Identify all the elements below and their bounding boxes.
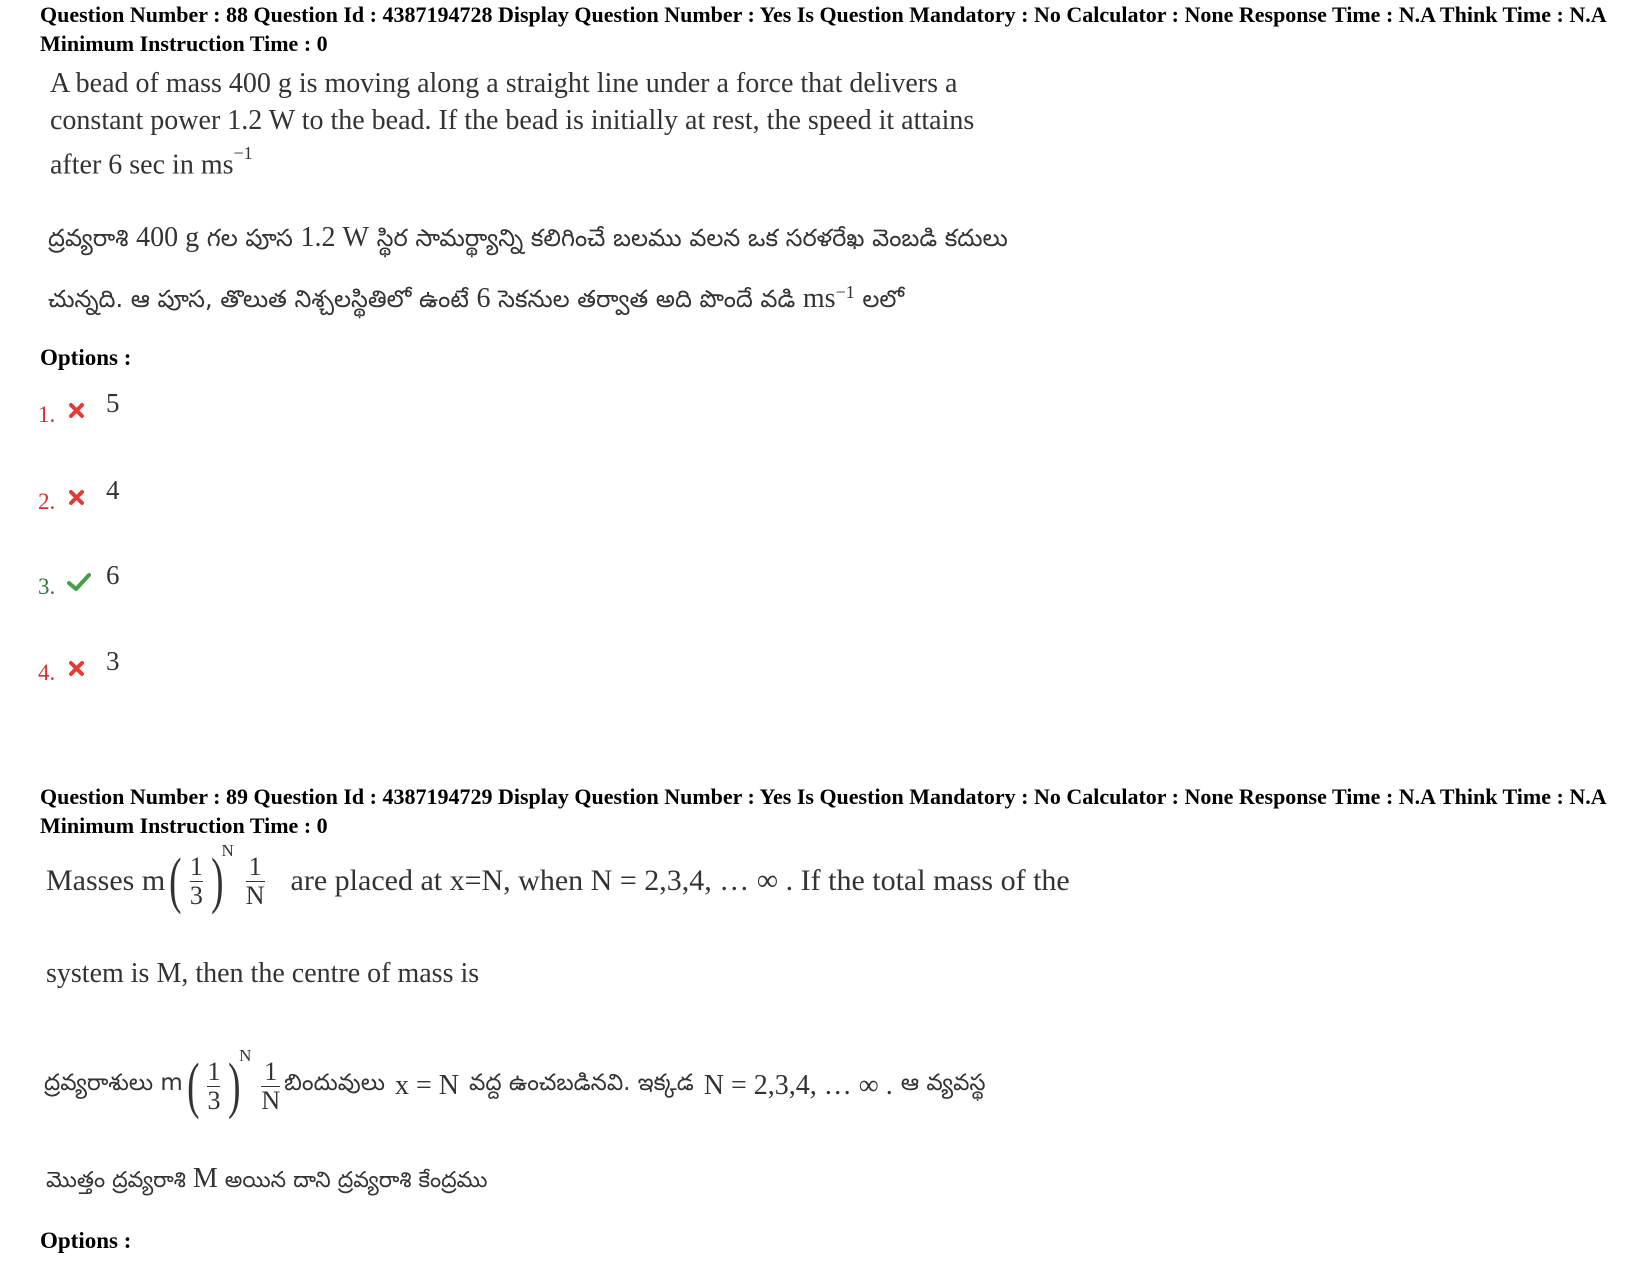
q88-option-1-number: 1. xyxy=(38,402,56,427)
q88-te-2b: 6 xyxy=(476,283,491,314)
q89-stem-line-1: Masses m ( $\frac{1}{3}$ ) N $\frac{1}{N}$ are placed at x=N, when N = 2,3,4, … ∞ . If the total mass of the xyxy=(46,841,1070,915)
q89-te-mid: బిందువులు xyxy=(284,1070,385,1096)
q88-te-1b: 400 g xyxy=(136,222,200,253)
q89-en-prefix: Masses m xyxy=(46,864,166,897)
q89-fraction-2: $\frac{1}{N}$ xyxy=(245,851,265,910)
q89-telugu-line-1: ద్రవ్యరాశులు m ( $\frac{1}{3}$ ) N $\frac{1}{N}$ బిందువులు x = N వద్ద ఉంచబడినవి. ఇక్కడ N = 2,3,4, … ∞ . ఆ వ్యవస్థ xyxy=(44,1046,986,1120)
q88-stem-sup: −1 xyxy=(233,143,253,163)
check-icon xyxy=(67,572,91,592)
q88-stem-line-3-text: after 6 sec in ms xyxy=(50,149,234,181)
q89-te-range: N = 2,3,4, … ∞ . xyxy=(703,1070,893,1101)
cross-icon xyxy=(67,658,87,678)
q88-option-2-value: 4 xyxy=(106,475,120,505)
q89-options-label: Options : xyxy=(40,1228,132,1253)
q88-option-3-number: 3. xyxy=(38,574,56,599)
q88-option-4-value: 3 xyxy=(106,646,120,676)
q88-stem-line-2: constant power 1.2 W to the bead. If the bead is initially at rest, the speed it attains xyxy=(50,105,975,136)
q88-te-1d: 1.2 W xyxy=(300,222,369,253)
question-88-meta: Question Number : 88 Question Id : 4387194728 Display Question Number : Yes Is Question Mandatory : No Calculator : None Response Time : N.A Think Time : N.A Minimum Instruction Time : 0 xyxy=(40,2,1606,56)
q88-option-3-value: 6 xyxy=(106,560,120,590)
cross-icon xyxy=(67,400,87,420)
q89-te-2c: అయిన దాని ద్రవ్యరాశి కేంద్రము xyxy=(224,1168,488,1193)
q89-stem-line-2: system is M, then the centre of mass is xyxy=(46,958,480,989)
q89-te-prefix: ద్రవ్యరాశులు m xyxy=(44,1070,183,1096)
q89-te-fraction-2: $\frac{1}{N}$ xyxy=(261,1056,281,1115)
q88-stem-line-1: A bead of mass 400 g is moving along a straight line under a force that delivers a xyxy=(50,68,958,99)
q88-stem-line-3 xyxy=(50,139,253,183)
q88-te-2-sup: −1 xyxy=(835,282,855,302)
q88-option-4-number: 4. xyxy=(38,660,56,685)
q89-en-suffix: are placed at x=N, when N = 2,3,4, … ∞ . If the total mass of the xyxy=(290,864,1070,897)
q89-telugu-line-2 xyxy=(46,1163,488,1198)
question-89-meta: Question Number : 89 Question Id : 4387194729 Display Question Number : Yes Is Question Mandatory : No Calculator : None Response Time : N.A Think Time : N.A Minimum Instruction Time : 0 xyxy=(40,784,1606,838)
q88-te-2e: లలో xyxy=(862,285,905,313)
q88-te-1c: గల పూస xyxy=(206,224,293,252)
q89-te-2a: మొత్తం ద్రవ్యరాశి xyxy=(46,1168,186,1193)
q88-option-2-number: 2. xyxy=(38,489,56,514)
q89-te-end: ఆ వ్యవస్థ xyxy=(900,1070,986,1096)
q88-te-2a: చున్నది. ఆ పూస, తొలుత నిశ్చలస్థితిలో ఉంటే xyxy=(48,285,469,313)
q88-te-2d: ms xyxy=(802,283,836,314)
q89-fraction: $\frac{1}{3}$ xyxy=(189,851,203,910)
q89-te-eq: x = N xyxy=(394,1070,459,1101)
q89-te-mid2: వద్ద ఉంచబడినవి. ఇక్కడ xyxy=(469,1070,694,1096)
q88-options-label: Options : xyxy=(40,345,132,370)
q89-te-fraction: $\frac{1}{3}$ xyxy=(207,1056,221,1115)
cross-icon xyxy=(67,487,87,507)
q88-te-1e: స్థిర సామర్థ్యాన్ని కలిగించే బలము వలన ఒక సరళరేఖ వెంబడి కదులు xyxy=(376,224,1008,252)
q88-te-1a: ద్రవ్యరాశి xyxy=(48,224,129,252)
q89-te-power: N xyxy=(239,1046,252,1065)
q89-power: N xyxy=(221,841,234,860)
q88-telugu-line-1 xyxy=(48,222,1008,258)
q88-option-1-value: 5 xyxy=(106,388,120,418)
q88-telugu-line-2 xyxy=(48,282,904,319)
q89-te-2b: M xyxy=(192,1163,218,1194)
q88-te-2c: సెకనుల తర్వాత అది పొందే వడి xyxy=(498,285,796,313)
